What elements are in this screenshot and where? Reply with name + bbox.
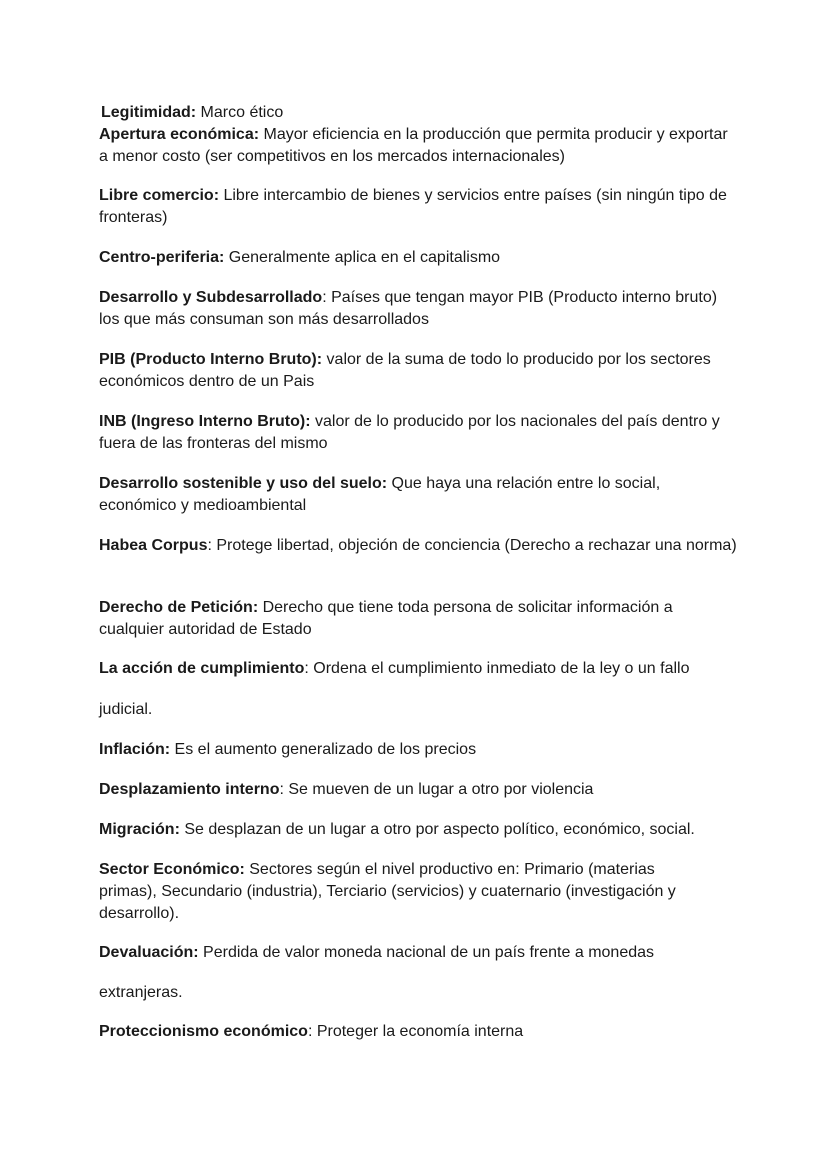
definition: Que haya una relación entre lo social, económico y medioambiental — [99, 475, 661, 514]
term: Migración: — [99, 821, 180, 838]
entry-legitimidad — [101, 102, 741, 124]
definition: Derecho que tiene toda persona de solicitar información a cualquier autoridad de Estado — [99, 599, 673, 638]
term: La acción de cumplimiento — [99, 660, 305, 677]
term: Inflación: — [99, 741, 171, 758]
definition: Es el aumento generalizado de los precios — [170, 741, 477, 758]
term: Sector Económico: — [99, 861, 245, 878]
term: Libre comercio: — [99, 187, 220, 204]
definition: : Se mueven de un lugar a otro por violencia — [279, 781, 594, 798]
term: Desarrollo y Subdesarrollado — [99, 289, 323, 306]
entry-inb — [99, 411, 739, 455]
definition: Perdida de valor moneda nacional de un país frente a monedas — [198, 944, 655, 961]
entry-libre-comercio — [99, 185, 739, 229]
definition: valor de la suma de todo lo producido por los sectores económicos dentro de un Pais — [99, 351, 711, 390]
entry-inflacion — [99, 739, 739, 761]
definition: judicial. — [99, 701, 153, 718]
entry-devaluacion-cont — [99, 982, 739, 1004]
term: Derecho de Petición: — [99, 599, 259, 616]
term: Legitimidad: — [101, 104, 197, 121]
term: Proteccionismo económico — [99, 1023, 308, 1040]
term: Apertura económica: — [99, 126, 260, 143]
term: PIB (Producto Interno Bruto): — [99, 351, 323, 368]
entry-migracion — [99, 819, 759, 841]
entry-desarrollo-sostenible — [99, 473, 739, 517]
entry-habea-corpus — [99, 535, 739, 557]
entry-accion-cumplimiento-cont — [99, 699, 739, 721]
definition: Se desplazan de un lugar a otro por aspecto político, económico, social. — [179, 821, 695, 838]
entry-accion-cumplimiento — [99, 658, 739, 680]
entry-sector-economico — [99, 859, 714, 925]
term: Desplazamiento interno — [99, 781, 280, 798]
entry-apertura-economica — [99, 124, 739, 168]
definition: : Ordena el cumplimiento inmediato de la ley o un fallo — [304, 660, 690, 677]
definition: Sectores según el nivel productivo en: Primario (materias primas), Secundario (industria), Terciario (servicios) y cuaternario (investigación y desarrollo). — [99, 861, 676, 922]
definition: : Protege libertad, objeción de conciencia (Derecho a rechazar una norma) — [207, 537, 737, 554]
entry-proteccionismo — [99, 1021, 739, 1043]
term: Centro-periferia: — [99, 249, 225, 266]
definition: Libre intercambio de bienes y servicios entre países (sin ningún tipo de fronteras) — [99, 187, 727, 226]
term: Habea Corpus — [99, 537, 208, 554]
definition: : Países que tengan mayor PIB (Producto interno bruto) los que más consuman son más desarrollados — [99, 289, 718, 328]
definition: valor de lo producido por los nacionales del país dentro y fuera de las fronteras del mismo — [99, 413, 720, 452]
entry-centro-periferia — [99, 247, 739, 269]
definition: Mayor eficiencia en la producción que permita producir y exportar a menor costo (ser competitivos en los mercados internacionales) — [99, 126, 728, 165]
definition: : Proteger la economía interna — [307, 1023, 524, 1040]
term: Devaluación: — [99, 944, 199, 961]
entry-desplazamiento-interno — [99, 779, 739, 801]
definition: extranjeras. — [99, 984, 183, 1001]
definition: Generalmente aplica en el capitalismo — [224, 249, 501, 266]
entry-desarrollo-subdesarrollado — [99, 287, 739, 331]
definition: Marco ético — [196, 104, 284, 121]
entry-devaluacion — [99, 942, 739, 964]
term: Desarrollo sostenible y uso del suelo: — [99, 475, 388, 492]
entry-pib — [99, 349, 739, 393]
term: INB (Ingreso Interno Bruto): — [99, 413, 311, 430]
entry-derecho-peticion — [99, 597, 739, 641]
